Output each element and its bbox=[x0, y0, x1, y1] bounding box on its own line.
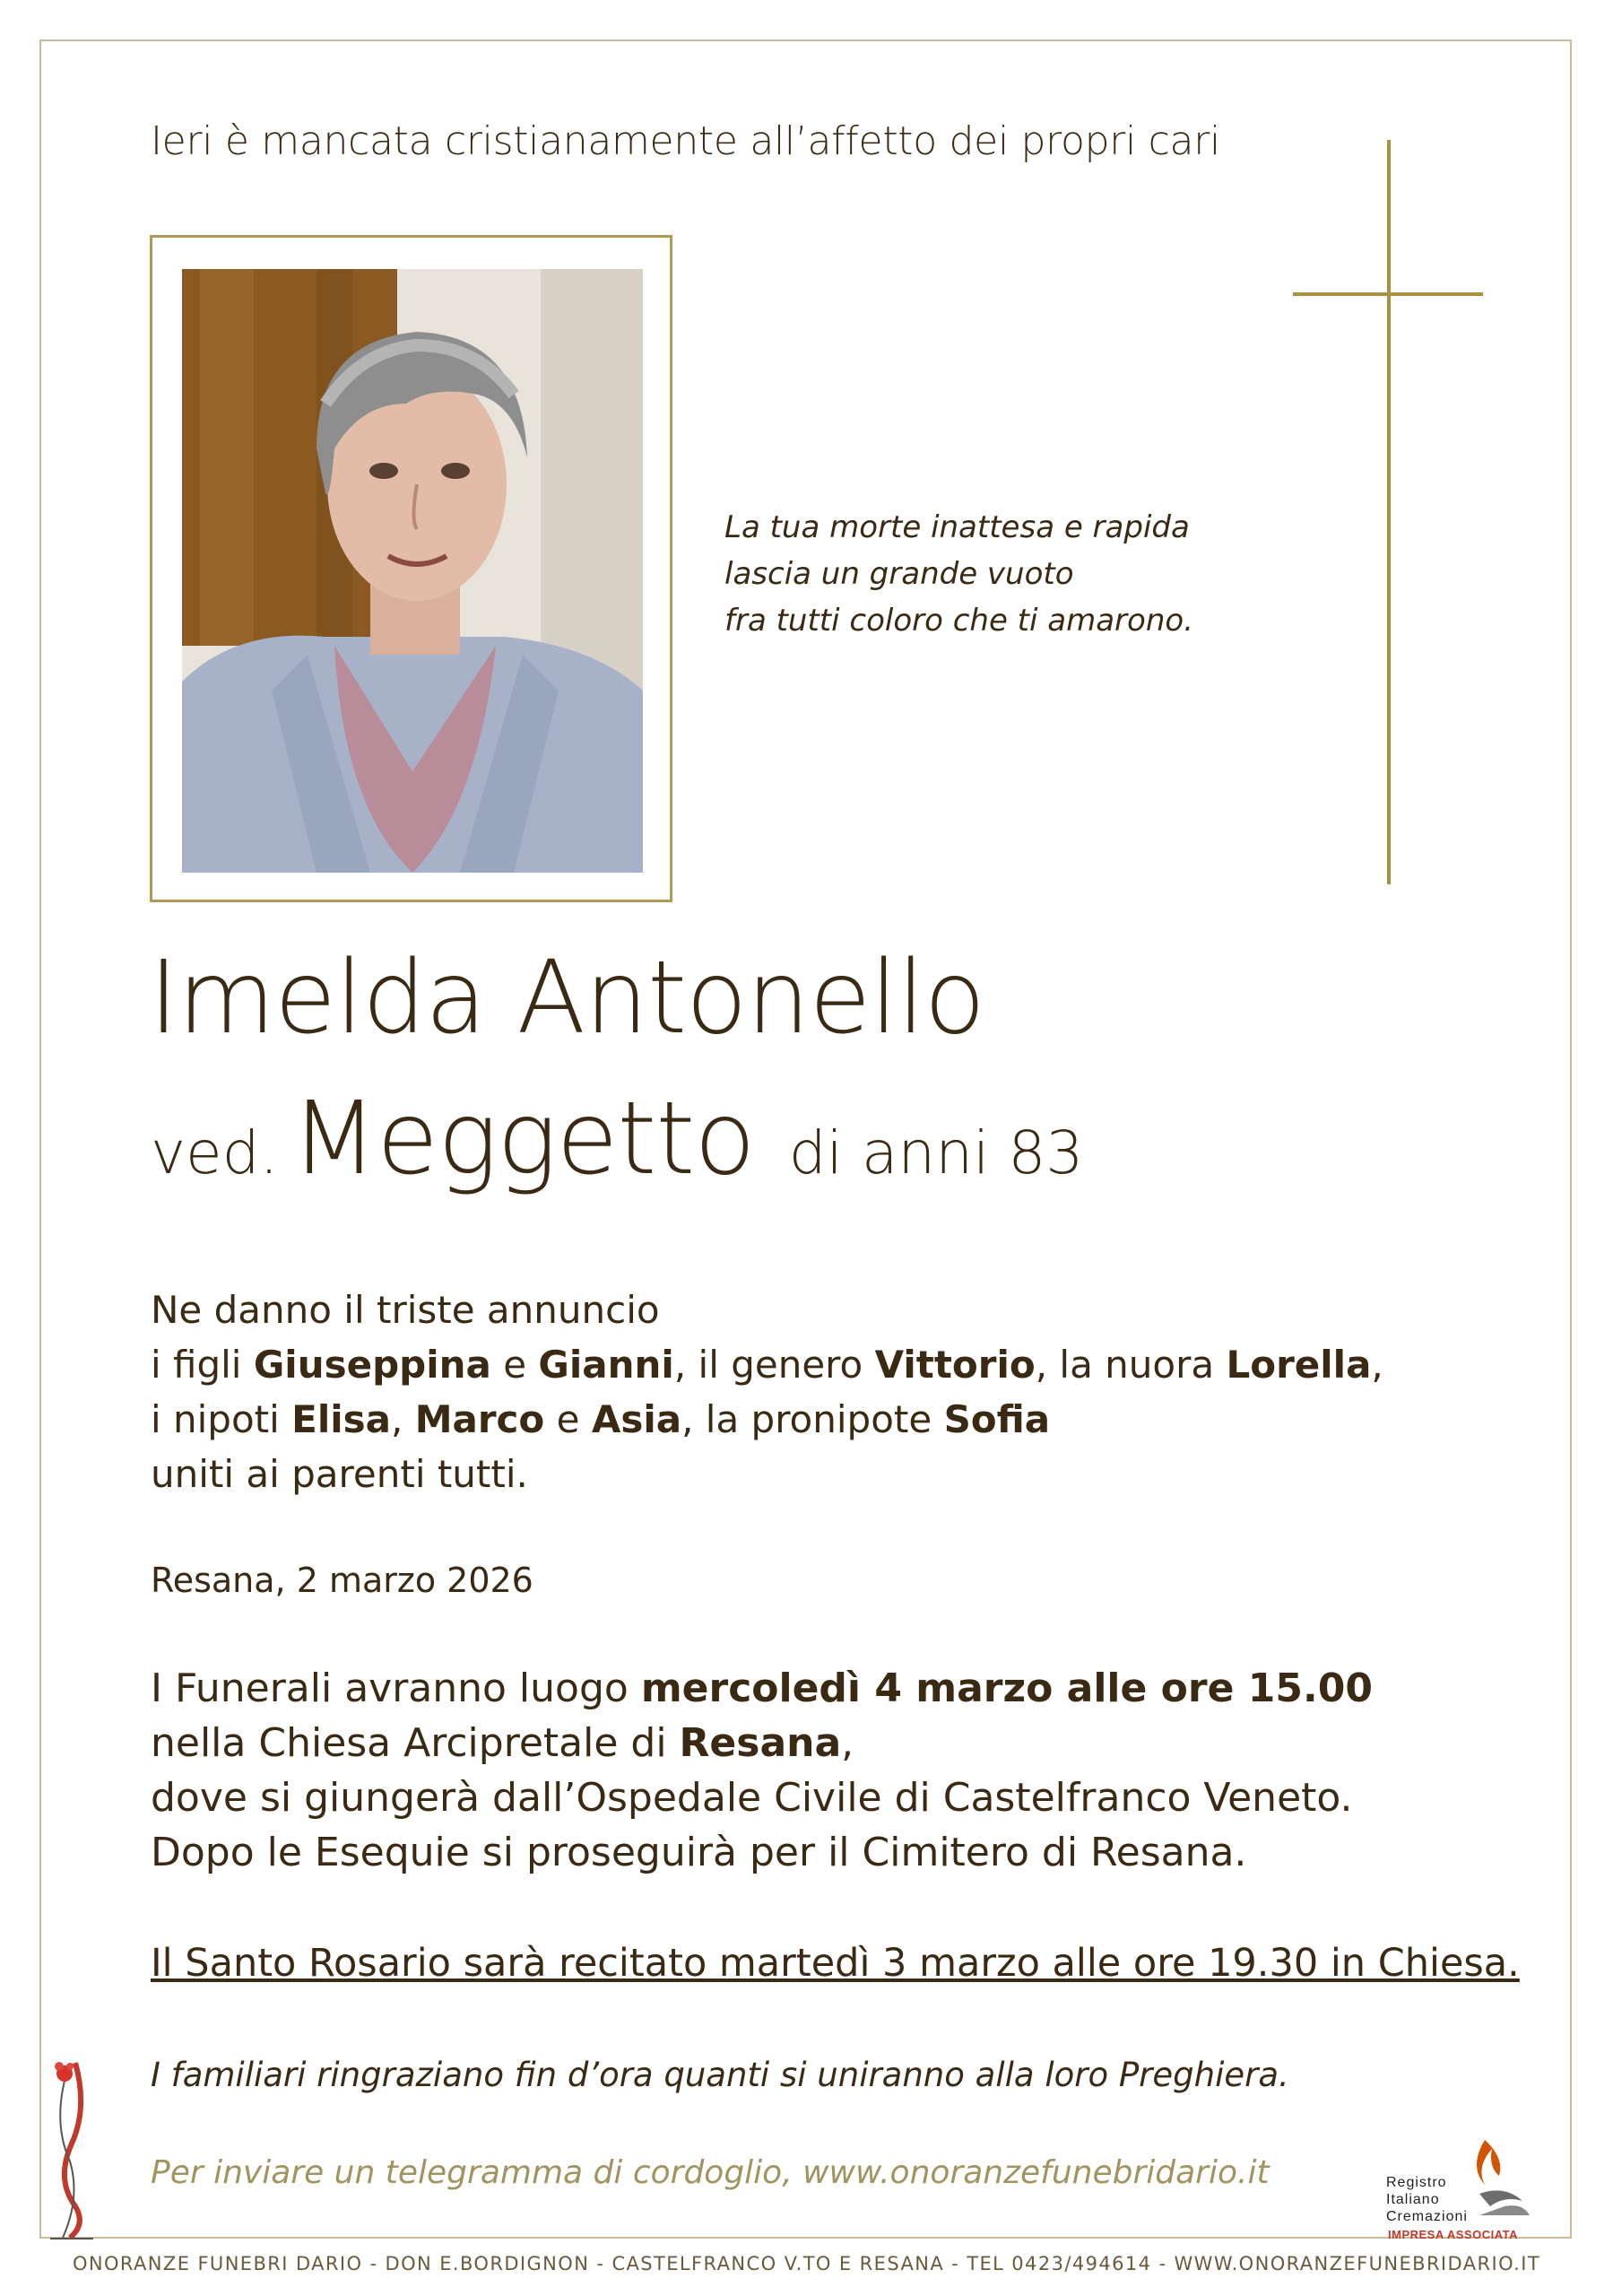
telegram-link[interactable]: Per inviare un telegramma di cordoglio, www.onoranzefunebridario.it bbox=[151, 2154, 1270, 2191]
registry-logo bbox=[1379, 2131, 1567, 2242]
funeral-place: Resana bbox=[679, 1720, 842, 1766]
thanks-text: I familiari ringraziano fin d’ora quanti si uniranno alla loro Preghiera. bbox=[151, 2056, 1289, 2094]
cross-vertical-bar bbox=[1387, 140, 1391, 884]
relative-name: Asia bbox=[591, 1397, 682, 1441]
funeral-line: Dopo le Esequie si proseguirà per il Cimitero di Resana. bbox=[151, 1830, 1247, 1875]
epitaph-line: La tua morte inattesa e rapida bbox=[724, 509, 1190, 545]
footer-contact: ONORANZE FUNEBRI DARIO - DON E.BORDIGNON - CASTELFRANCO V.TO E RESANA - TEL 0423/494614 - WWW.ONORANZEFUNEBRIDARIO.IT bbox=[72, 2253, 1541, 2274]
epitaph-line: lascia un grande vuoto bbox=[724, 556, 1074, 592]
widow-prefix: ved. bbox=[151, 1118, 279, 1187]
relative-name: Gianni bbox=[538, 1343, 674, 1387]
portrait-frame bbox=[150, 235, 672, 902]
announcement-line: uniti ai parenti tutti. bbox=[151, 1452, 528, 1496]
announcement bbox=[151, 1283, 1383, 1501]
funeral-line: I Funerali avranno luogo mercoledì 4 marzo alle ore 15.00 bbox=[151, 1665, 1373, 1711]
relative-name: Lorella bbox=[1226, 1343, 1372, 1387]
age-label: di anni 83 bbox=[788, 1118, 1084, 1187]
place-date: Resana, 2 marzo 2026 bbox=[151, 1561, 533, 1600]
married-surname: Meggetto bbox=[291, 1081, 755, 1197]
relative-name: Vittorio bbox=[874, 1343, 1036, 1387]
relative-name: Elisa bbox=[291, 1397, 391, 1441]
poppy-ribbon-icon bbox=[45, 2054, 99, 2242]
funeral-line: nella Chiesa Arcipretale di Resana, bbox=[151, 1720, 854, 1766]
deceased-name: Imelda Antonello bbox=[149, 940, 985, 1057]
rosary-notice: Il Santo Rosario sarà recitato martedì 3 marzo alle ore 19.30 in Chiesa. bbox=[151, 1941, 1520, 1986]
announcement-line: i nipoti Elisa, Marco e Asia, la pronipote Sofia bbox=[151, 1397, 1051, 1441]
registry-name: Registro Italiano Cremazioni bbox=[1386, 2175, 1468, 2224]
portrait-photo bbox=[182, 269, 643, 873]
deceased-married-name bbox=[151, 1081, 1083, 1197]
funeral-datetime: mercoledì 4 marzo alle ore 15.00 bbox=[640, 1665, 1373, 1711]
cross-horizontal-bar bbox=[1293, 292, 1483, 296]
epitaph bbox=[724, 504, 1193, 644]
relative-name: Giuseppina bbox=[253, 1343, 491, 1387]
relative-name: Marco bbox=[414, 1397, 545, 1441]
relative-name: Sofia bbox=[943, 1397, 1051, 1441]
registry-subtitle: IMPRESA ASSOCIATA bbox=[1388, 2228, 1519, 2241]
announcement-line: Ne danno il triste annuncio bbox=[151, 1288, 660, 1332]
funeral-line: dove si giungerà dall’Ospedale Civile di Castelfranco Veneto. bbox=[151, 1775, 1353, 1821]
intro-text: Ieri è mancata cristianamente all’affetto dei propri cari bbox=[151, 118, 1220, 164]
announcement-line: i figli Giuseppina e Gianni, il genero Vittorio, la nuora Lorella, bbox=[151, 1343, 1383, 1387]
funeral-info bbox=[151, 1661, 1373, 1880]
epitaph-line: fra tutti coloro che ti amarono. bbox=[724, 603, 1193, 639]
